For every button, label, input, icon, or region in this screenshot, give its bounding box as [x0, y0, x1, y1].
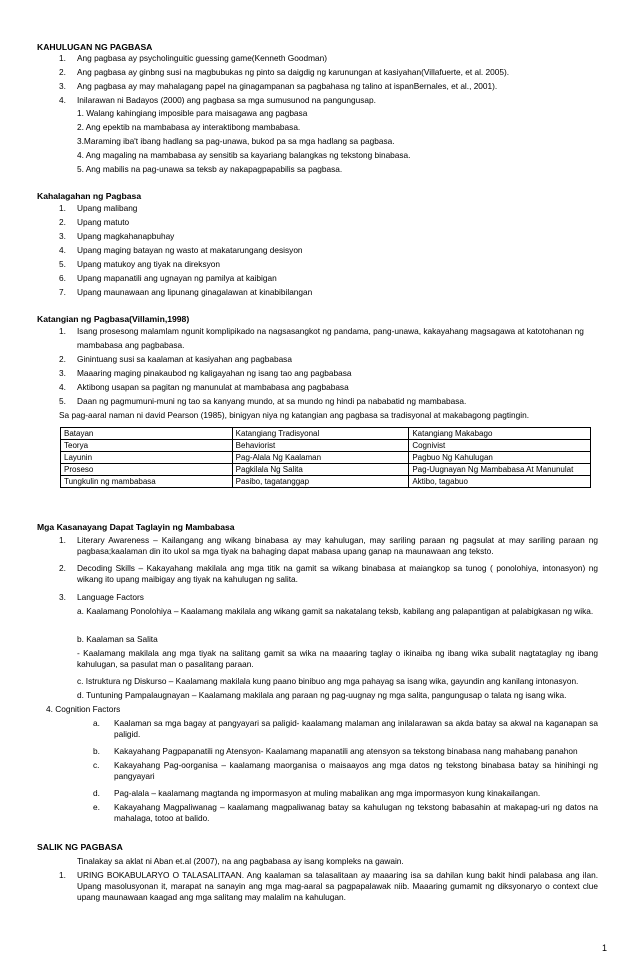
list-item: Upang maging batayan ng wasto at makatarungang desisyon — [77, 245, 303, 255]
list-number: 4. — [59, 245, 66, 255]
table-cell: Pasibo, tagatanggap — [232, 476, 409, 488]
heading-salik: SALIK NG PAGBASA — [37, 842, 123, 852]
table-cell: Aktibo, tagabuo — [409, 476, 591, 488]
list-number: 3. — [59, 81, 66, 91]
table-cell: Proseso — [61, 464, 233, 476]
table-row — [61, 476, 591, 488]
list-item: Upang maunawaan ang lipunang ginagalawan at kinabibilangan — [77, 287, 313, 297]
sub-item: 2. Ang epektib na mambabasa ay interaktibong mambabasa. — [77, 122, 301, 132]
table-cell: Behaviorist — [232, 440, 409, 452]
sub-item: c. Istruktura ng Diskurso – Kaalamang makilala kung paano binibuo ang mga pahayag sa isang wika, gayundin ang kanilang intonasyon. — [77, 676, 579, 686]
table-cell: Pagbuo Ng Kahulugan — [409, 452, 591, 464]
list-number: 2. — [59, 217, 66, 227]
list-number: 4. — [59, 95, 66, 105]
table-cell: Cognivist — [409, 440, 591, 452]
sub-item: d. Tuntuning Pampalaugnayan – Kaalamang makilala ang paraan ng pag-uugnay ng mga salita, pangungusap o talata ng isang wika. — [77, 690, 567, 700]
heading-katangian: Katangian ng Pagbasa(Villamin,1998) — [37, 314, 190, 324]
list-number: 3. — [59, 231, 66, 241]
list-item-cont: mambabasa ang pagbabasa. — [77, 340, 185, 350]
list-item: Aktibong usapan sa pagitan ng manunulat at mambabasa ang pagbabasa — [77, 382, 349, 392]
sub-item: 4. Ang magaling na mambabasa ay sensitib sa kayariang balangkas ng tekstong binabasa. — [77, 150, 411, 160]
list-number: 2. — [59, 563, 66, 573]
table-cell: Layunin — [61, 452, 233, 464]
list-item: Isang prosesong malamlam ngunit komplipikado na nagsasangkot ng pandama, pang-unawa, kakayahang magsagawa at katotohanan ng — [77, 326, 584, 336]
intro-text: Tinalakay sa aklat ni Aban et.al (2007), na ang pagbabasa ay isang kompleks na gawain. — [77, 856, 404, 866]
table-cell: Katangiang Makabago — [409, 428, 591, 440]
list-item: Upang matuto — [77, 217, 130, 227]
sub-item: Pag-alala – kaalamang magtanda ng impormasyon at muling mabalikan ang mga impormasyon kung kinakailangan. — [114, 788, 541, 798]
heading-kahalagahan: Kahalagahan ng Pagbasa — [37, 191, 142, 201]
list-item: URING BOKABULARYO O TALASALITAAN. Ang kaalaman sa talasalitaan ay maaaring isa sa dahilan kung bakit hindi palabasa ang ilan. Upang masolusyonan it, marapat na sanayin ang mga mag-aaral sa pagpapalawak niib. Maaaring gumamit ng diksyonaryo o context clue upang maunawaan kaagad ang mga salitang may malalim na kahulugan. — [77, 870, 598, 902]
list-item: Ginintuang susi sa kaalaman at kasiyahan ang pagbabasa — [77, 354, 292, 364]
list-item: Ang pagbasa ay may mahalagang papel na ginagampanan sa pagbahasa ng talino at ispanBernales, et al., 2001). — [77, 81, 498, 91]
table-cell: Pagkilala Ng Salita — [232, 464, 409, 476]
sub-item: 1. Walang kahingiang imposible para maisagawa ang pagbasa — [77, 108, 308, 118]
list-item: Inilarawan ni Badayos (2000) ang pagbasa sa mga sumusunod na pangungusap. — [77, 95, 376, 105]
table-row — [61, 464, 591, 476]
katangian-table — [60, 427, 591, 488]
table-cell: Pag-Uugnayan Ng Mambabasa At Manunulat — [409, 464, 591, 476]
sub-item: Kakayahang Pagpapanatili ng Atensyon- Kaalamang mapanatili ang atensyon sa tekstong binabasa nang mahabang panahon — [114, 746, 578, 756]
list-item: Daan ng pagmumuni-muni ng tao sa kanyang mundo, at sa mundo ng hindi pa nababatid ng mambabasa. — [77, 396, 467, 406]
list-number: 1. — [59, 53, 66, 63]
table-row — [61, 428, 591, 440]
list-number: 2. — [59, 354, 66, 364]
sub-item: b. Kaalaman sa Salita — [77, 634, 158, 644]
sub-item-desc: - Kaalamang makilala ang mga tiyak na salitang gamit sa wika na maaaring taglay o ikinaiba ng ibang wika subalit nagtataglay ng ibang kahulugan, sa pasulat man o pasalitang paraan. — [77, 648, 598, 669]
list-item: Language Factors — [77, 592, 144, 602]
sub-item: Kakayahang Magpaliwanag – kaalamang magpaliwanag batay sa kahulugan ng tekstong babasahin at makapag-uri ng datos na mahalaga, totoo at balido. — [114, 802, 598, 823]
table-cell: Batayan — [61, 428, 233, 440]
table-cell: Teorya — [61, 440, 233, 452]
list-item: Upang matukoy ang tiyak na direksyon — [77, 259, 220, 269]
list-item: 4. Cognition Factors — [46, 704, 121, 714]
list-letter: e. — [93, 802, 100, 812]
sub-item: Kaalaman sa mga bagay at pangyayari sa paligid- kaalamang malaman ang inilalarawan sa akda batay sa akwal na kaganapan sa paligid. — [114, 718, 598, 739]
list-number: 1. — [59, 326, 66, 336]
table-cell: Pag-Alala Ng Kaalaman — [232, 452, 409, 464]
page-number: 1 — [602, 943, 608, 953]
table-cell: Katangiang Tradisyonal — [232, 428, 409, 440]
list-letter: d. — [93, 788, 100, 798]
list-item: Ang pagbasa ay psycholinguitic guessing game(Kenneth Goodman) — [77, 53, 327, 63]
table-row — [61, 440, 591, 452]
list-number: 5. — [59, 259, 66, 269]
list-letter: a. — [93, 718, 100, 728]
list-number: 3. — [59, 592, 66, 602]
sub-item: 5. Ang mabilis na pag-unawa sa teksb ay nakapagpapabilis sa pagbasa. — [77, 164, 343, 174]
list-item: Upang magkahanapbuhay — [77, 231, 175, 241]
list-item: Maaaring maging pinakaubod ng kaligayahan ng isang tao ang pagbabasa — [77, 368, 352, 378]
list-item: Decoding Skills – Kakayahang makilala ang mga titik na gamit sa wikang binabasa at maiangkop sa tunog ( ponolohiya, intonasyon) ng wikang ito upang maibigay ang tiyak na kahulugan ng salita. — [77, 563, 598, 584]
heading-kasanayan: Mga Kasanayang Dapat Taglayin ng Mambabasa — [37, 522, 235, 532]
list-number: 1. — [59, 535, 66, 545]
list-number: 6. — [59, 273, 66, 283]
sub-item: Kakayahang Pag-oorganisa – kaalamang maorganisa o maisaayos ang mga datos ng tekstong binabasa batay sa hinihingi ng pangyayari — [114, 760, 598, 781]
list-number: 5. — [59, 396, 66, 406]
list-number: 7. — [59, 287, 66, 297]
table-row — [61, 452, 591, 464]
list-number: 2. — [59, 67, 66, 77]
sub-item: a. Kaalamang Ponolohiya – Kaalamang makilala ang wikang gamit sa nakatalang teksb, kabilang ang palapantigan at palabigkasan ng wika. — [77, 606, 594, 616]
list-letter: c. — [93, 760, 100, 770]
sub-item: 3.Maraming iba't ibang hadlang sa pag-unawa, bukod pa sa mga hadlang sa pagbasa. — [77, 136, 395, 146]
list-letter: b. — [93, 746, 100, 756]
table-cell: Tungkulin ng mambabasa — [61, 476, 233, 488]
list-item: Literary Awareness – Kailangang ang wikang binabasa ay may kahulugan, may sariling paraan ng pagsulat at may sariling paraan ng pagbasa;kaalaman din ito ukol sa mga tiyak na bahaging dapat mabasa upang ganap na maunawaan ang teksto. — [77, 535, 598, 556]
list-item: Upang mapanatili ang ugnayan ng pamilya at kaibigan — [77, 273, 277, 283]
pearson-note: Sa pag-aaral naman ni david Pearson (1985), binigyan niya ng katangian ang pagbasa sa tradisyonal at makabagong pagtingin. — [59, 410, 530, 420]
list-item: Ang pagbasa ay ginbng susi na magbubukas ng pinto sa daigdig ng karunungan at kasiyahan(Villafuerte, et al. 2005). — [77, 67, 510, 77]
list-item: Upang malibang — [77, 203, 138, 213]
heading-kahulugan: KAHULUGAN NG PAGBASA — [37, 42, 153, 52]
list-number: 4. — [59, 382, 66, 392]
list-number: 3. — [59, 368, 66, 378]
list-number: 1. — [59, 203, 66, 213]
list-number: 1. — [59, 870, 66, 880]
